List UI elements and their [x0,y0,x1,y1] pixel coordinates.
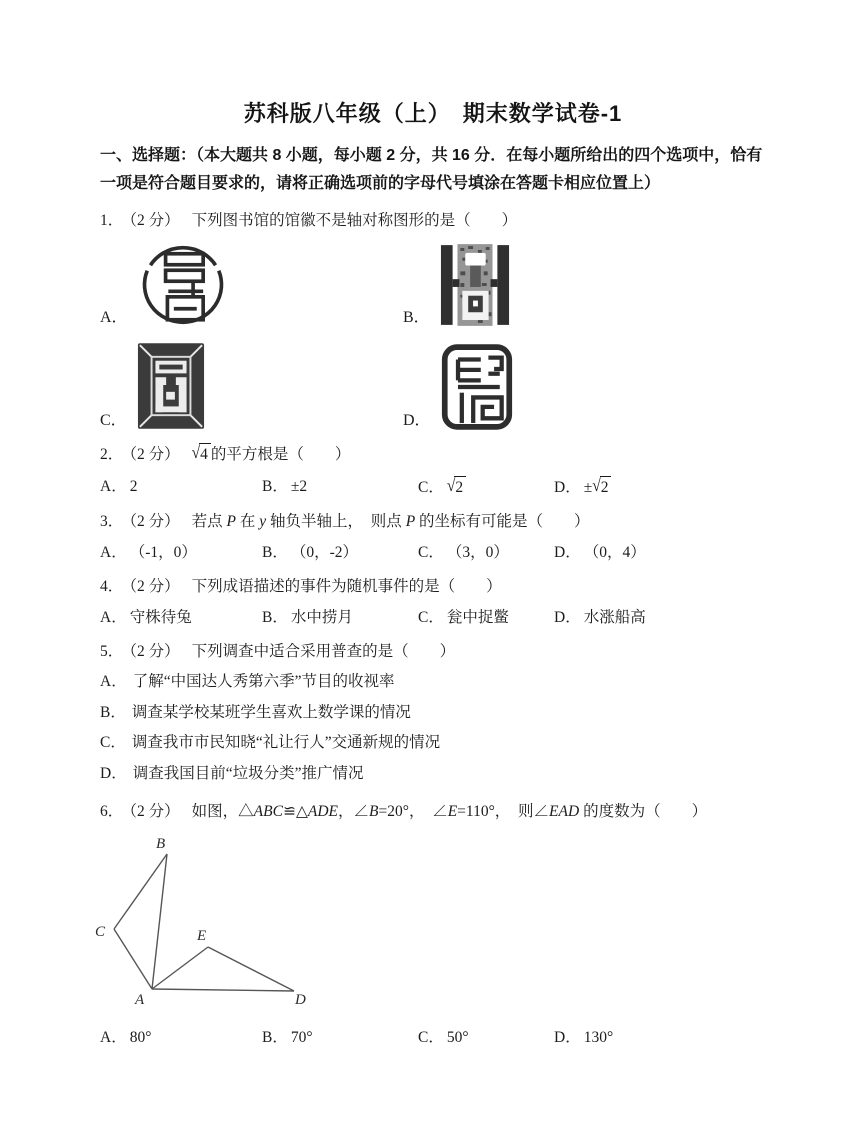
q4-option-a: A． 守株待兔 [100,609,192,627]
question-1-stem-line [100,210,866,232]
q1-number: 1． [100,212,124,229]
q4-option-c: C． 瓮中捉鳖 [418,609,509,627]
q2-option-a: A． 2 [100,477,138,495]
q1-option-c [100,341,403,431]
pm-sqrt-2-expression: √2 [592,476,611,499]
option-d-label: D． [403,412,431,430]
q5-option-d: D． 调查我国目前“垃圾分类”推广情况 [100,764,364,782]
dark-framed-seal-logo-image [136,341,206,431]
page-title: 苏科版八年级（上） 期末数学试卷-1 [243,101,623,126]
q3-score: （2 分） [129,512,180,530]
q6-triangles-figure [85,829,866,1019]
q4-score: （2 分） [129,577,180,595]
q6-option-c: C． 50° [418,1028,469,1046]
question-2-stem-line [100,443,866,466]
question-3-stem-line [100,511,866,533]
option-b-label: B． [403,309,430,327]
q3-options [100,542,866,564]
q1-score: （2 分） [129,212,180,229]
q2-options [100,476,866,499]
q5-option-a: A． 了解“中国达人秀第六季”节目的收视率 [100,673,395,691]
rounded-outline-seal-logo-image [440,343,514,431]
sqrt-4-expression: √4 [192,443,211,466]
q1-logo-options [100,240,866,431]
q5-number: 5． [100,642,124,660]
sqrt-2-expression: √2 [447,476,466,499]
q1-option-d [403,341,866,431]
q2-number: 2． [100,446,124,464]
option-a-label: A． [100,309,128,327]
q2-option-c: C． √2 [418,476,554,499]
vertex-label-A: A [135,991,145,1008]
congruent-triangles-image [85,829,325,1014]
q3-option-c: C． （3，0） [418,544,509,562]
q4-options [100,607,866,629]
q3-stem: 若点 P 在 y 轴负半轴上， 则点 P 的坐标有可能是（ ） [191,512,590,530]
q6-score: （2 分） [129,803,180,821]
q4-stem: 下列成语描述的事件为随机事件的是（ ） [191,577,502,595]
q4-option-d: D． 水涨船高 [554,609,646,627]
vertex-label-D: D [295,991,306,1008]
q5-score: （2 分） [129,642,180,660]
q5-option-c: C． 调查我市市民知晓“礼让行人”交通新规的情况 [100,734,441,752]
q6-option-d: D． 130° [554,1028,614,1046]
q2-stem: 的平方根是（ ） [210,446,351,464]
q1-option-b [403,240,866,328]
q6-option-a: A． 80° [100,1028,152,1046]
q6-option-b: B． 70° [262,1028,313,1046]
option-c-label: C． [100,412,127,430]
q2-option-b: B． ±2 [262,477,308,495]
q2-option-d: D． ± √2 [554,476,611,499]
round-seal-logo-image [137,240,229,328]
question-4-stem-line [100,576,866,598]
q5-option-b: B． 调查某学校某班学生喜欢上数学课的情况 [100,703,411,721]
q6-options [100,1027,866,1049]
q6-stem: 如图，△ABC≌△ADE，∠B=20°， ∠E=110°， 则∠EAD 的度数为（ ） [191,803,708,821]
q2-score: （2 分） [129,446,180,464]
question-5-stem-line [100,641,866,663]
q4-number: 4． [100,577,124,595]
q6-number: 6． [100,803,124,821]
q1-stem: 下列图书馆的馆徽不是轴对称图形的是（ ） [191,212,518,229]
q3-option-b: B． （0，-2） [262,544,359,562]
q3-option-d: D． （0，4） [554,544,646,562]
q4-option-b: B． 水中捞月 [262,609,353,627]
vertex-label-B: B [156,835,166,852]
q3-number: 3． [100,512,124,530]
section-heading: 一、选择题：（本大题共 8 小题，每小题 2 分，共 16 分．在每小题所给出的四个选项中，恰有一项是符合题目要求的，请将正确选项前的字母代号填涂在答题卡相应位置上） [100,147,763,192]
dark-textured-seal-logo-image [439,242,511,328]
vertex-label-E: E [197,927,207,944]
q3-option-a: A． （-1，0） [100,544,197,562]
q1-option-a [100,240,403,328]
vertex-label-C: C [95,923,106,940]
question-6-stem-line [100,801,866,823]
q5-stem: 下列调查中适合采用普查的是（ ） [191,642,456,660]
